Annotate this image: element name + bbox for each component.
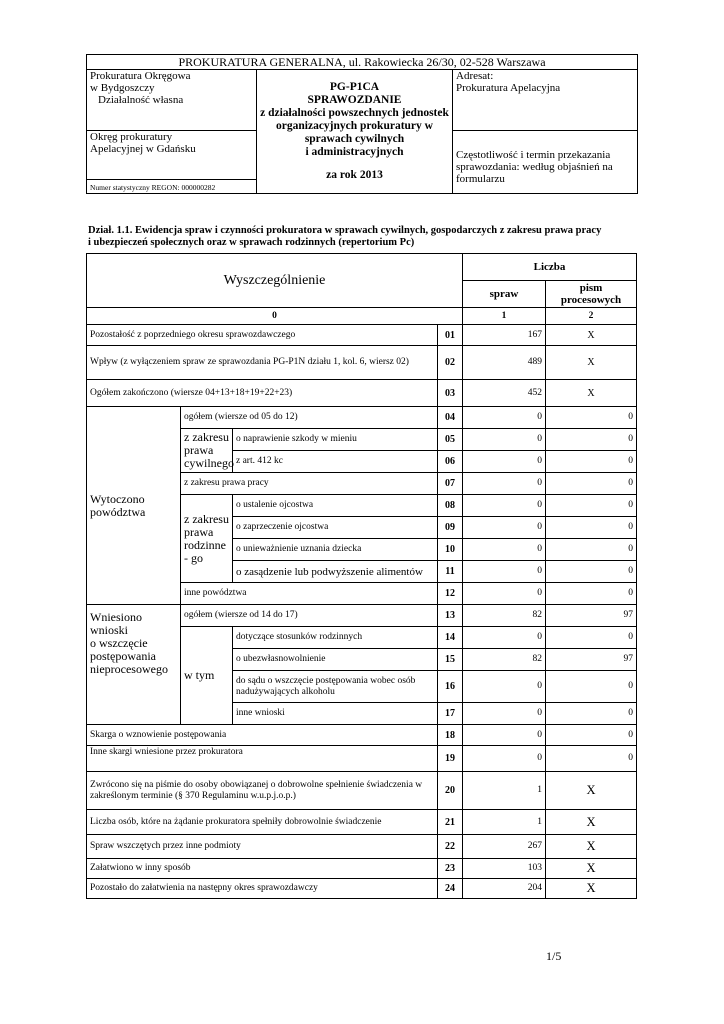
row-spraw: 0 [463,671,546,703]
row-spraw: 0 [463,473,546,495]
row-label: Pozostałość z poprzedniego okresu sprawozdawczego [87,325,438,346]
table-row [87,835,637,859]
row-label: Załatwiono w inny sposób [87,859,438,879]
row-number: 04 [438,407,463,429]
table-row [87,325,637,346]
row-label: ogółem (wiersze od 14 do 17) [181,605,438,627]
row-spraw: 204 [463,879,546,899]
statistics-table [86,253,637,899]
row-pism: X [546,810,637,835]
table-row [87,859,637,879]
report-title: PG-P1CA SPRAWOZDANIE z działalności powszechnych jednostek organizacyjnych prokuratury w sprawach cywilnych i administracyjnych za rok 2013 [257,70,453,194]
row-spraw: 452 [463,380,546,407]
table-row [87,346,637,380]
table-row [87,772,637,810]
row-spraw: 0 [463,583,546,605]
row-label: o ustalenie ojcostwa [233,495,438,517]
row-pism: 0 [546,703,637,725]
row-label: Pozostało do załatwienia na następny okres sprawozdawczy [87,879,438,899]
row-number: 21 [438,810,463,835]
regon-number: Numer statystyczny REGON: 000000282 [87,180,257,194]
row-pism: 0 [546,627,637,649]
row-number: 14 [438,627,463,649]
header-title: PROKURATURA GENERALNA, ul. Rakowiecka 26/30, 02-528 Warszawa [87,55,638,70]
row-number: 05 [438,429,463,451]
row-spraw: 1 [463,810,546,835]
header-spraw: spraw [463,281,546,308]
row-spraw: 0 [463,746,546,772]
row-pism: X [546,879,637,899]
row-number: 08 [438,495,463,517]
row-label: z art. 412 kc [233,451,438,473]
row-spraw: 267 [463,835,546,859]
row-number: 10 [438,539,463,561]
row-spraw: 0 [463,703,546,725]
frequency-info: Częstotliwość i termin przekazania sprawozdania: według objaśnień na formularzu [453,131,638,194]
row-number: 07 [438,473,463,495]
row-number: 15 [438,649,463,671]
row-pism: 0 [546,451,637,473]
row-spraw: 0 [463,517,546,539]
page-number: 1/5 [546,949,562,963]
report-header [86,54,638,194]
table-row [87,810,637,835]
row-pism: X [546,380,637,407]
row-pism: 0 [546,725,637,746]
row-pism: 0 [546,671,637,703]
table-row [87,879,637,899]
row-label: Zwrócono się na piśmie do osoby obowiązanej o dobrowolne spełnienie świadczenia w zakreślonym terminie (§ 370 Regulaminu w.u.p.j.o.p.) [87,772,438,810]
row-spraw: 0 [463,429,546,451]
row-spraw: 0 [463,495,546,517]
row-number: 06 [438,451,463,473]
row-pism: X [546,346,637,380]
row-pism: 0 [546,429,637,451]
header-pism: pism procesowych [546,281,637,308]
header-liczba: Liczba [463,254,637,281]
row-number: 19 [438,746,463,772]
row-label: Wpływ (z wyłączeniem spraw ze sprawozdania PG-P1N działu 1, kol. 6, wiersz 02) [87,346,438,380]
row-label: do sądu o wszczęcie postępowania wobec osób nadużywających alkoholu [233,671,438,703]
row-pism: 0 [546,539,637,561]
header-description: Wyszczególnienie [87,254,463,308]
row-number: 20 [438,772,463,810]
row-spraw: 0 [463,627,546,649]
row-label: z zakresu prawa pracy [181,473,438,495]
reporting-unit: Prokuratura Okręgowa w Bydgoszczy Działalność własna [87,70,257,131]
row-label: o naprawienie szkody w mieniu [233,429,438,451]
row-label: Liczba osób, które na żądanie prokuratora spełniły dobrowolnie świadczenie [87,810,438,835]
group-wniesiono: Wniesiono wnioski o wszczęcie postępowania nieprocesowego [87,605,181,725]
col-index-0: 0 [87,308,463,325]
row-pism: X [546,835,637,859]
table-row [87,746,637,772]
row-label: Spraw wszczętych przez inne podmioty [87,835,438,859]
row-spraw: 0 [463,561,546,583]
row-pism: 0 [546,407,637,429]
group-cywilnego: z zakresu prawa cywilnego [181,429,233,473]
row-label: Skarga o wznowienie postępowania [87,725,438,746]
row-number: 11 [438,561,463,583]
row-number: 16 [438,671,463,703]
section-title: Dział. 1.1. Ewidencja spraw i czynności prokuratora w sprawach cywilnych, gospodarczych z zakresu prawa pracy i ubezpieczeń społecznych oraz w sprawach rodzinnych (repertorium Pc) [88,225,602,248]
row-spraw: 0 [463,539,546,561]
row-pism: 0 [546,561,637,583]
report-year: za rok 2013 [326,169,383,181]
row-number: 23 [438,859,463,879]
row-spraw: 103 [463,859,546,879]
row-number: 12 [438,583,463,605]
row-pism: X [546,859,637,879]
row-pism: 97 [546,649,637,671]
row-label: o unieważnienie uznania dziecka [233,539,438,561]
row-spraw: 0 [463,725,546,746]
row-label: o zaprzeczenie ojcostwa [233,517,438,539]
row-label: o zasądzenie lub podwyższenie alimentów [233,561,438,583]
row-number: 22 [438,835,463,859]
row-spraw: 167 [463,325,546,346]
table-row [87,605,637,627]
table-row [87,407,637,429]
row-pism: X [546,325,637,346]
row-number: 09 [438,517,463,539]
row-number: 01 [438,325,463,346]
row-spraw: 0 [463,451,546,473]
row-spraw: 1 [463,772,546,810]
row-number: 18 [438,725,463,746]
group-rodzinne: z zakresu prawa rodzinne - go [181,495,233,583]
row-spraw: 82 [463,605,546,627]
addressee: Adresat: Prokuratura Apelacyjna [453,70,638,131]
row-spraw: 489 [463,346,546,380]
row-number: 17 [438,703,463,725]
col-index-1: 1 [463,308,546,325]
row-number: 13 [438,605,463,627]
row-pism: 0 [546,517,637,539]
row-pism: 0 [546,473,637,495]
row-number: 03 [438,380,463,407]
col-index-2: 2 [546,308,637,325]
row-number: 02 [438,346,463,380]
row-label: Ogółem zakończono (wiersze 04+13+18+19+22+23) [87,380,438,407]
row-label: dotyczące stosunków rodzinnych [233,627,438,649]
row-pism: 0 [546,495,637,517]
row-pism: 0 [546,746,637,772]
row-pism: 0 [546,583,637,605]
district: Okręg prokuratury Apelacyjnej w Gdańsku [87,131,257,180]
row-pism: X [546,772,637,810]
group-wytoczono: Wytoczono powództwa [87,407,181,605]
row-label: inne wnioski [233,703,438,725]
row-label: Inne skargi wniesione przez prokuratora [87,746,438,772]
row-label: inne powództwa [181,583,438,605]
row-pism: 97 [546,605,637,627]
row-spraw: 0 [463,407,546,429]
row-label: ogółem (wiersze od 05 do 12) [181,407,438,429]
table-row [87,725,637,746]
group-w-tym: w tym [181,627,233,725]
row-number: 24 [438,879,463,899]
row-spraw: 82 [463,649,546,671]
row-label: o ubezwłasnowolnienie [233,649,438,671]
table-row [87,380,637,407]
